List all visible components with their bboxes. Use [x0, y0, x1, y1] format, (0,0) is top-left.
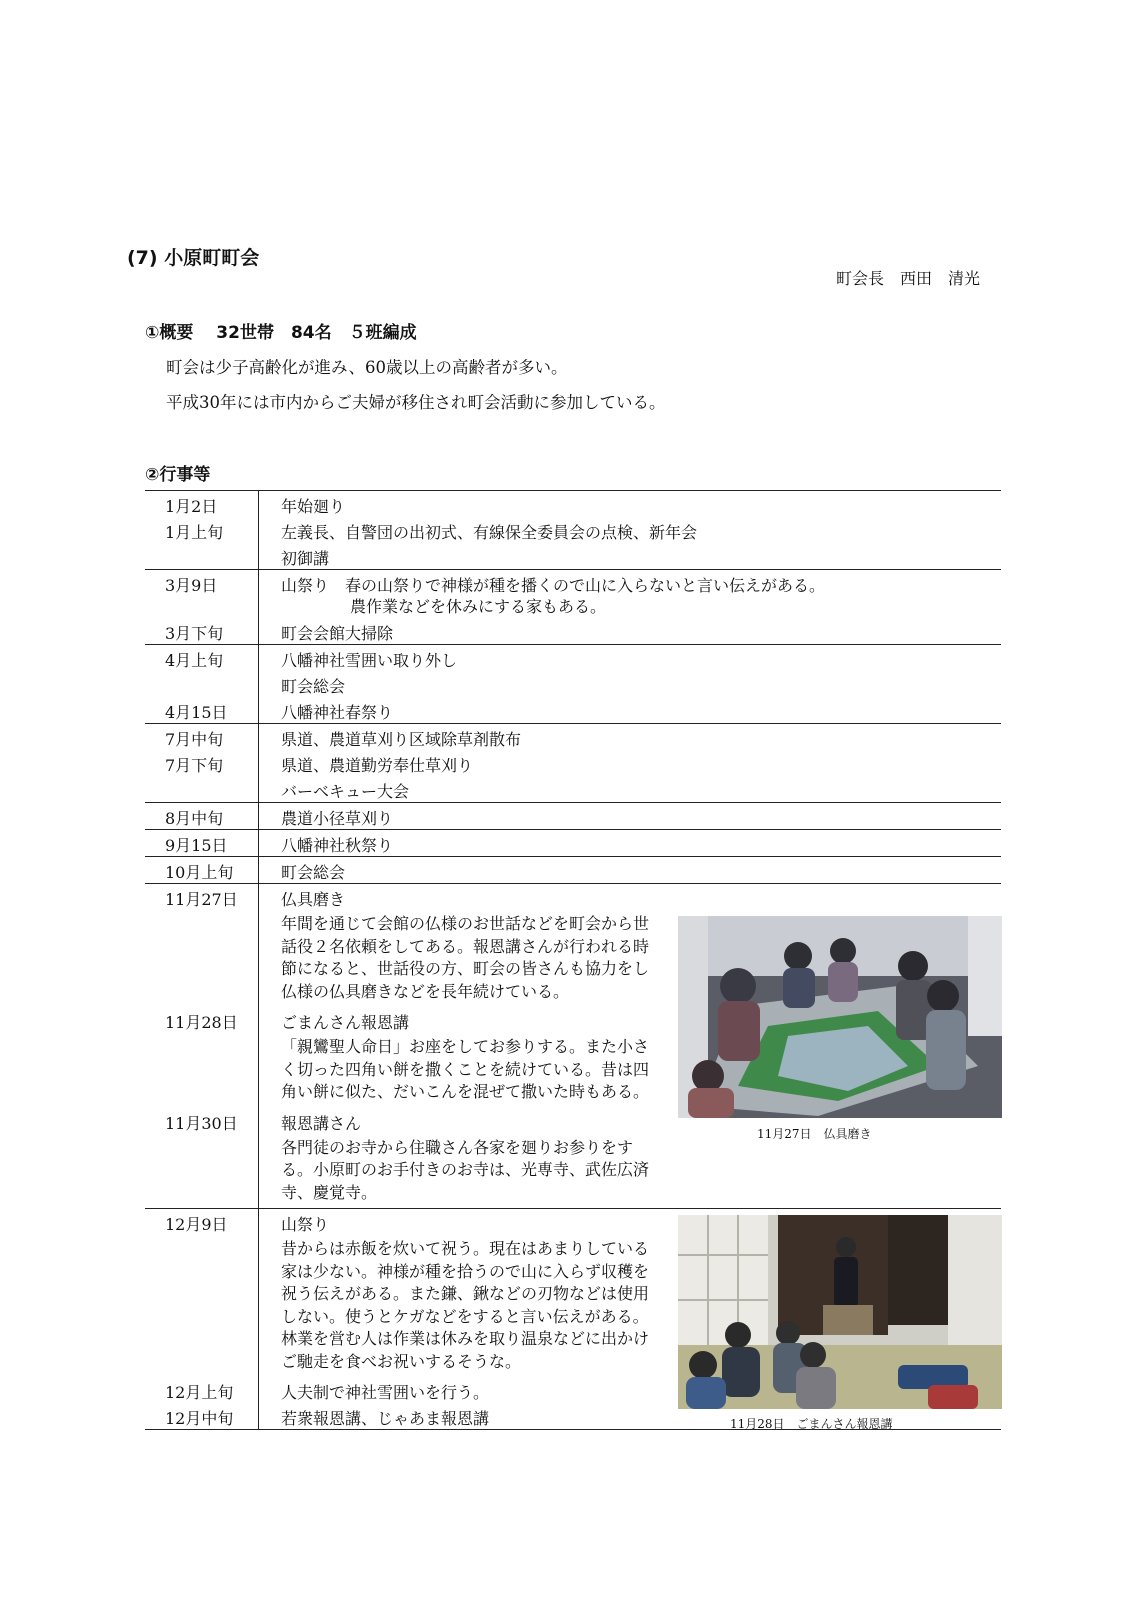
event-date: 12月中旬 [165, 1409, 234, 1428]
event-title: 人夫制で神社雪囲いを行う。 [281, 1383, 490, 1402]
event-text: 八幡神社春祭り [281, 703, 394, 722]
overview-heading: ①概要 32世帯 84名 ５班編成 [145, 323, 417, 343]
event-row [145, 491, 1001, 517]
event-text: 県道、農道草刈り区域除草剤散布 [281, 730, 522, 749]
event-row [145, 618, 1001, 644]
event-date: 7月中旬 [165, 730, 224, 749]
event-date: 8月中旬 [165, 809, 224, 828]
events-table [145, 490, 1001, 1430]
event-date: 1月2日 [165, 497, 218, 516]
event-group [145, 723, 1001, 802]
event-description: 「親鸞聖人命日」お座をしてお参りする。また小さく切った四角い餅を撒くことを続けている。昔は四角い餅に似た、だいこんを混ぜて撒いた時もある。 [281, 1037, 650, 1101]
event-description: 年間を通じて会館の仏様のお世話などを町会から世話役２名依頼をしてある。報恩講さんが行われる時節になると、世話役の方、町会の皆さんも協力をし仏様の仏具磨きなどを長年続けている。 [281, 914, 650, 1001]
event-row [145, 1108, 1001, 1134]
event-date: 11月27日 [165, 890, 238, 909]
event-date: 3月9日 [165, 576, 218, 595]
event-row [145, 596, 1001, 618]
event-row [145, 724, 1001, 750]
event-text: 農道小径草刈り [281, 809, 394, 828]
event-date: 4月15日 [165, 703, 228, 722]
event-group [145, 644, 1001, 723]
event-row [145, 803, 1001, 829]
event-date: 10月上旬 [165, 863, 234, 882]
section-title: (7) 小原町町会 [127, 247, 260, 269]
event-title: 若衆報恩講、じゃあま報恩講 [281, 1409, 490, 1428]
event-row [145, 543, 1001, 569]
event-date: 3月下旬 [165, 624, 224, 643]
event-date: 11月30日 [165, 1113, 238, 1133]
event-date: 9月15日 [165, 836, 228, 855]
event-row [145, 1403, 1001, 1429]
event-text: 八幡神社秋祭り [281, 836, 394, 855]
event-title: ごまんさん報恩講 [281, 1013, 410, 1032]
chief-name: 町会長 西田 清光 [836, 269, 981, 288]
event-text: 初御講 [281, 549, 330, 568]
event-group [145, 1208, 1001, 1429]
event-date: 12月上旬 [165, 1383, 234, 1402]
event-text: 山祭り 春の山祭りで神様が種を播くので山に入らないと言い伝えがある。 [281, 576, 826, 595]
event-text: 左義長、自警団の出初式、有線保全委員会の点検、新年会 [281, 523, 698, 542]
event-group [145, 829, 1001, 856]
event-row [145, 1377, 1001, 1403]
event-text: 年始廻り [281, 497, 346, 516]
event-row [145, 857, 1001, 883]
event-row [145, 517, 1001, 543]
event-row [145, 645, 1001, 671]
event-row [145, 830, 1001, 856]
event-title: 山祭り [281, 1215, 330, 1234]
event-row [145, 671, 1001, 697]
event-title: 仏具磨き [281, 890, 346, 909]
event-text: 町会会館大掃除 [281, 624, 394, 643]
event-text: バーベキュー大会 [281, 782, 410, 801]
event-date: 12月9日 [165, 1215, 228, 1234]
event-group [145, 491, 1001, 569]
photo-caption: 11月27日 仏具磨き [757, 1127, 872, 1141]
event-row [145, 1209, 1001, 1235]
event-date: 4月上旬 [165, 651, 224, 670]
event-description: 昔からは赤飯を炊いて祝う。現在はあまりしている家は少ない。神様が種を拾うので山に入らず収穫を祝う伝えがある。また鎌、鍬などの刃物などは使用しない。使うとケガなどをすると言い伝えがある。林業を営む人は作業は休みを取り温泉などに出かけご馳走を食べお祝いするそうな。 [281, 1239, 650, 1371]
events-heading: ②行事等 [145, 465, 211, 485]
event-date: 1月上旬 [165, 523, 224, 542]
event-text: 八幡神社雪囲い取り外し [281, 651, 458, 670]
event-text: 県道、農道勤労奉仕草刈り [281, 756, 474, 775]
event-date: 7月下旬 [165, 756, 224, 775]
event-group [145, 569, 1001, 644]
event-row [145, 750, 1001, 776]
event-group [145, 883, 1001, 1208]
event-text: 農作業などを休みにする家もある。 [350, 597, 607, 616]
event-description: 各門徒のお寺から住職さん各家を廻りお参りをする。小原町のお手付きのお寺は、光専寺、武佐広済寺、慶覚寺。 [281, 1137, 650, 1202]
event-text: 町会総会 [281, 863, 346, 882]
event-row [145, 697, 1001, 723]
event-row [145, 776, 1001, 802]
event-text: 町会総会 [281, 677, 346, 696]
event-title: 報恩講さん [281, 1113, 362, 1133]
event-group [145, 802, 1001, 829]
overview-line: 平成30年には市内からご夫婦が移住され町会活動に参加している。 [166, 393, 666, 412]
event-row [145, 570, 1001, 596]
event-group [145, 856, 1001, 883]
overview-line: 町会は少子高齢化が進み、60歳以上の高齢者が多い。 [166, 358, 568, 377]
event-row [145, 1007, 1001, 1033]
event-row [145, 884, 1001, 910]
photo-caption: 11月28日 ごまんさん報恩講 [730, 1417, 893, 1431]
event-date: 11月28日 [165, 1013, 238, 1032]
